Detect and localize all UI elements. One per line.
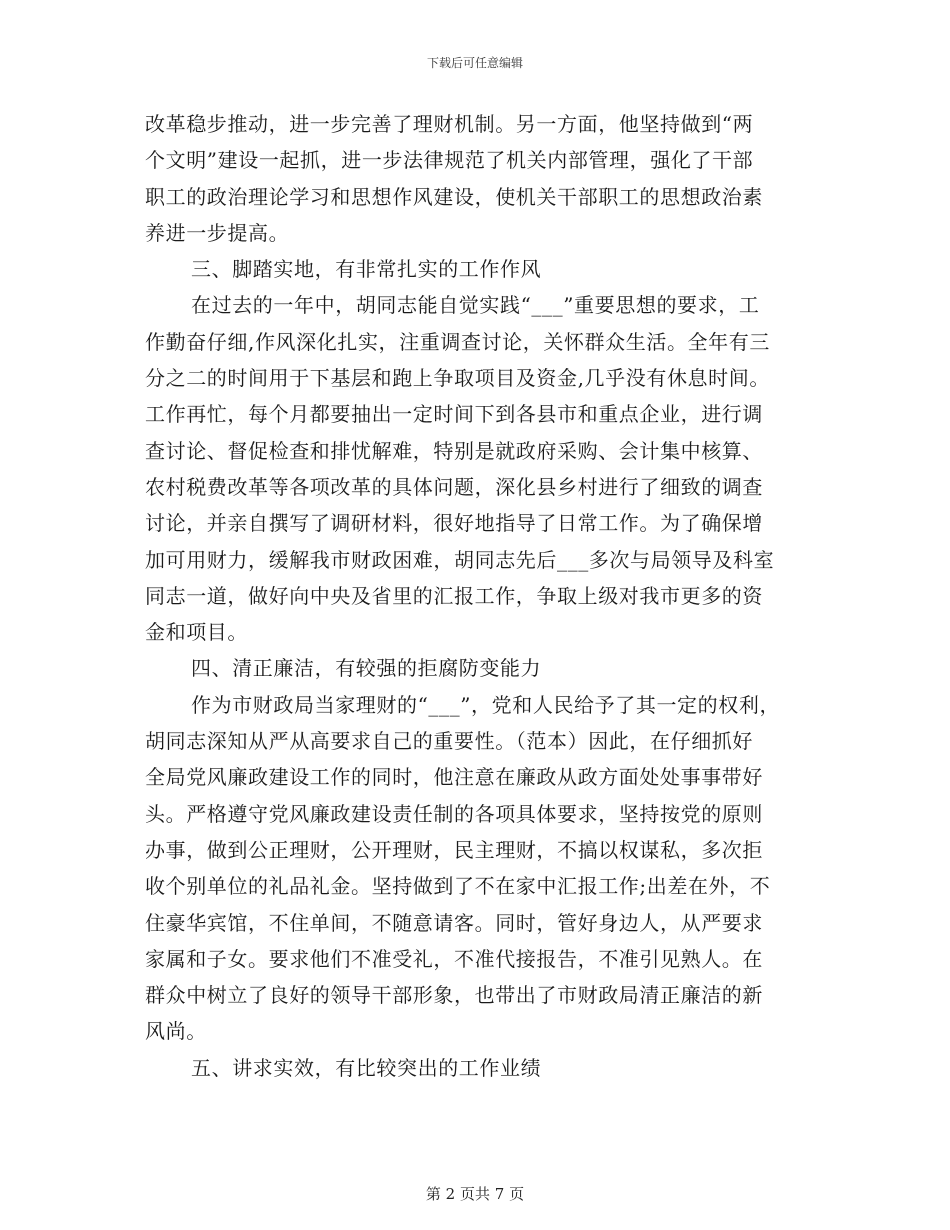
text-line: 金和项目。 [145,620,248,645]
text-line: 个文明”建设一起抓，进一步法律规范了机关内部管理，强化了干部 [145,148,754,173]
text-line: 查讨论、督促检查和排忧解难，特别是就政府采购、会计集中核算、 [145,438,763,463]
text-line: 分之二的时间用于下基层和跑上争取项目及资金,几乎没有休息时间。 [145,366,770,391]
text-line: 讨论，并亲自撰写了调研材料，很好地指导了日常工作。为了确保增 [145,511,763,536]
text-line: 办事，做到公正理财，公开理财，民主理财，不搞以权谋私，多次拒 [145,837,763,862]
text-line: 住豪华宾馆，不住单间，不随意请客。同时，管好身边人，从严要求 [145,910,763,935]
page-header: 下载后可任意编辑 [426,56,523,70]
text-line: 农村税费改革等各项改革的具体问题，深化县乡村进行了细致的调查 [145,474,763,499]
section-heading: 三、脚踏实地，有非常扎实的工作作风 [191,257,542,282]
text-line: 改革稳步推动，进一步完善了理财机制。另一方面，他坚持做到“两 [145,112,754,136]
text-line: 胡同志深知从严从高要求自己的重要性。（范本）因此，在仔细抓好 [145,729,753,754]
document-body [145,106,810,1086]
section-heading: 四、清正廉洁，有较强的拒腐防变能力 [191,656,542,681]
text-line: 工作再忙，每个月都要抽出一定时间下到各县市和重点企业，进行调 [145,402,763,427]
text-line: 加可用财力，缓解我市财政困难，胡同志先后___多次与局领导及科室 [145,547,775,572]
text-line: 作勤奋仔细,作风深化扎实，注重调查讨论，关怀群众生活。全年有三 [145,329,770,354]
text-line: 头。严格遵守党风廉政建设责任制的各项具体要求，坚持按党的原则 [145,801,763,826]
text-line: 收个别单位的礼品礼金。坚持做到了不在家中汇报工作;出差在外，不 [145,874,771,899]
text-line: 风尚。 [145,1019,207,1044]
text-line: 在过去的一年中，胡同志能自觉实践“___”重要思想的要求，工 [191,293,760,318]
text-line: 养进一步提高。 [145,220,290,245]
page-number: 第 2 页共 7 页 [425,1185,525,1203]
text-line: 职工的政治理论学习和思想作风建设，使机关干部职工的思想政治素 [145,184,763,209]
text-line: 群众中树立了良好的领导干部形象，也带出了市财政局清正廉洁的新 [145,983,763,1008]
text-line: 全局党风廉政建设工作的同时，他注意在廉政从政方面处处事事带好 [145,765,763,790]
text-line: 作为市财政局当家理财的“___”，党和人民给予了其一定的权利， [191,692,781,717]
text-line: 同志一道，做好向中央及省里的汇报工作，争取上级对我市更多的资 [145,583,763,608]
text-line: 家属和子女。要求他们不准受礼，不准代接报告，不准引见熟人。在 [145,946,763,971]
section-heading: 五、讲求实效，有比较突出的工作业绩 [191,1055,542,1080]
